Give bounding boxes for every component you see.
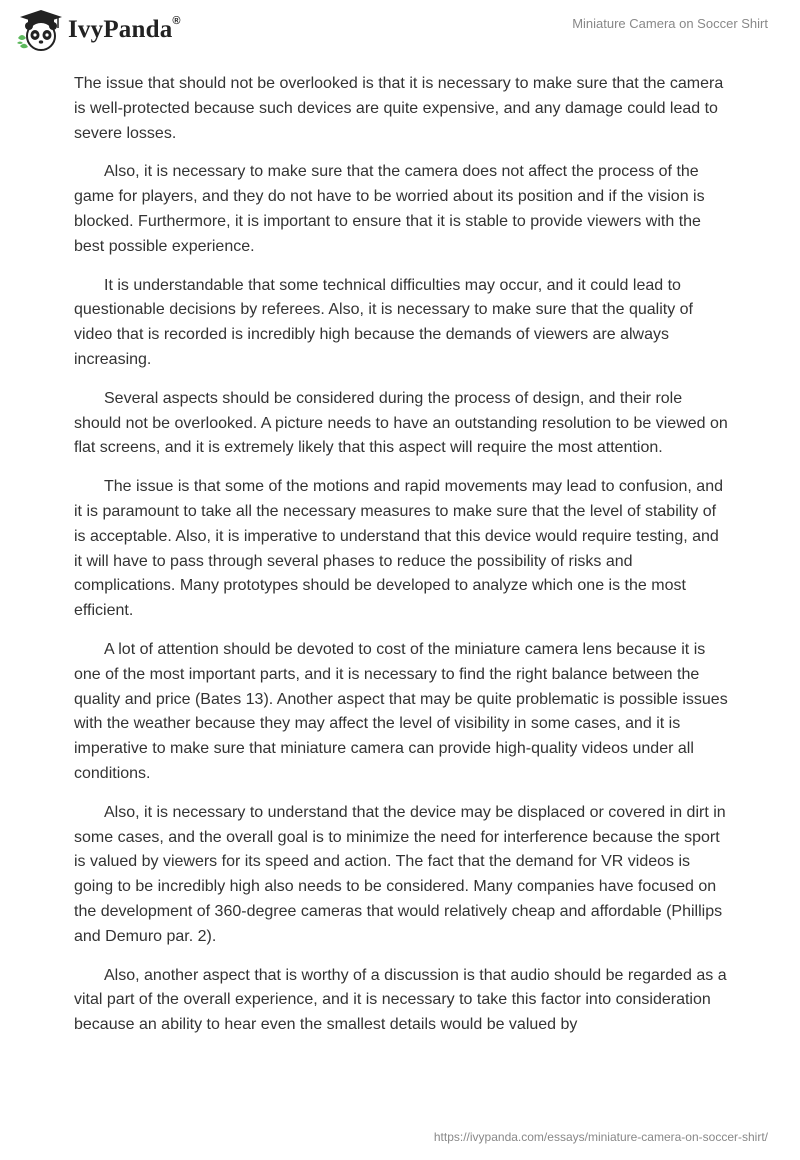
- paragraph-8: Also, another aspect that is worthy of a discussion is that audio should be regarded as a vital part of the overall experience, and it is necessary to take this factor into consideration because an ability to hear even the smallest details would be valued by: [74, 966, 727, 1034]
- paragraph-4: Several aspects should be considered during the process of design, and their role should not be overlooked. A picture needs to have an outstanding resolution to be viewed on flat screens, and it is extremely likely that this aspect will require the most attention.: [74, 389, 728, 457]
- logo-wordmark: IvyPanda®: [68, 14, 181, 43]
- essay-body: [74, 72, 730, 1052]
- panda-graduate-icon: [14, 8, 64, 52]
- paragraph-5: The issue is that some of the motions and rapid movements may lead to confusion, and it is paramount to take all the necessary measures to make sure that the level of stability of is acceptable. Also, it is imperative to understand that this device would require testing, and it will have to pass through several phases to reduce the possibility of risks and complications. Many prototypes should be developed to analyze which one is the most efficient.: [74, 478, 723, 620]
- paragraph-7: Also, it is necessary to understand that the device may be displaced or covered in dirt in some cases, and the overall goal is to minimize the need for interference because the sport is valued by viewers for its speed and action. The fact that the demand for VR videos is going to be incredibly high also needs to be considered. Many companies have focused on the development of 360-degree cameras that would relatively cheap and affordable (Phillips and Demuro par. 2).: [74, 803, 726, 945]
- registered-mark: ®: [172, 14, 181, 27]
- paragraph-2: Also, it is necessary to make sure that the camera does not affect the process of the game for players, and they do not have to be worried about its position and if the vision is blocked. Furthermore, it is important to ensure that it is stable to provide viewers with the best possible experience.: [74, 163, 705, 255]
- ivypanda-logo[interactable]: [14, 8, 181, 52]
- paragraph-6: A lot of attention should be devoted to cost of the miniature camera lens because it is one of the most important parts, and it is necessary to find the right balance between the quality and price (Bates 13). Another aspect that may be quite problematic is possible issues with the weather because they may affect the level of visibility in some cases, and it is imperative to make sure that miniature camera can provide high-quality videos under all conditions.: [74, 640, 728, 782]
- source-url[interactable]: https://ivypanda.com/essays/miniature-camera-on-soccer-shirt/: [433, 1130, 768, 1144]
- paragraph-3: It is understandable that some technical difficulties may occur, and it could lead to questionable decisions by referees. Also, it is necessary to make sure that the quality of video that is recorded is incredibly high because the demands of viewers are always increasing.: [74, 276, 693, 368]
- paragraph-1: The issue that should not be overlooked is that it is necessary to make sure that the camera is well-protected because such devices are quite expensive, and any damage could lead to severe losses.: [74, 75, 724, 142]
- page-header: [0, 0, 800, 60]
- document-title: Miniature Camera on Soccer Shirt: [572, 16, 768, 31]
